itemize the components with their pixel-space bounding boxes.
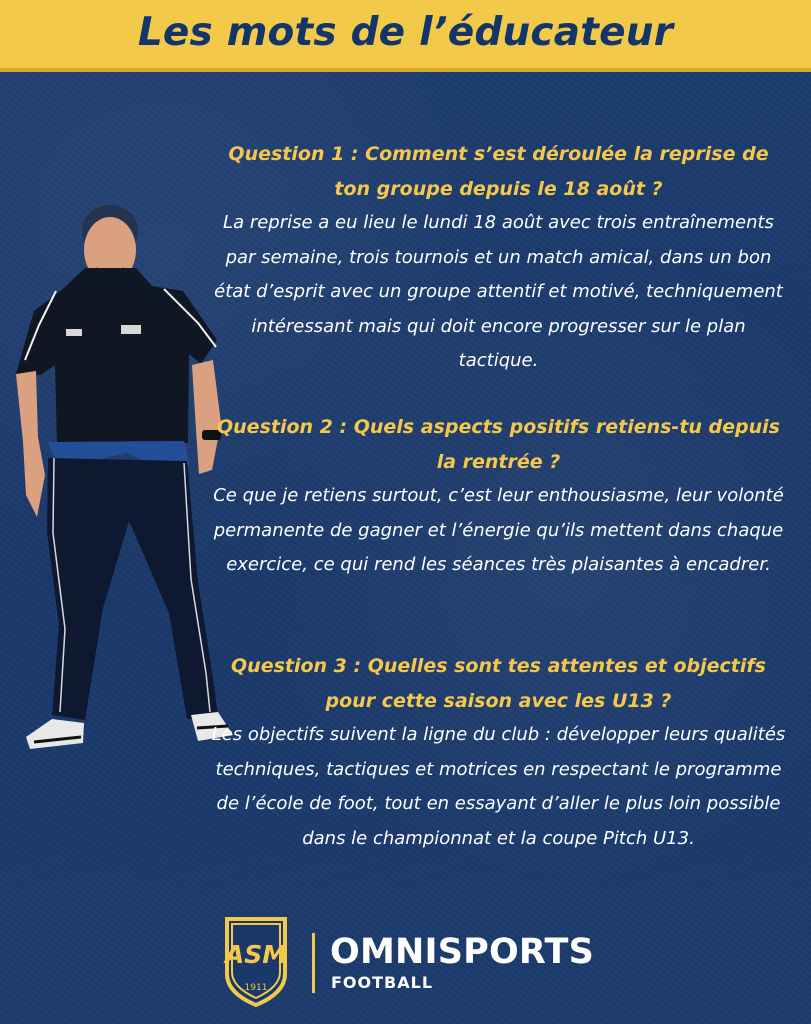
club-branding: [0, 913, 811, 1013]
logo-monogram: ASM: [224, 940, 288, 969]
answer-2: Ce que je retiens surtout, c’est leur enthousiasme, leur volonté permanente de gagner et l’énergie qu’ils mettent dans chaque exercice, ce qui rend les séances très plaisantes à encadrer.: [213, 485, 784, 575]
logo-year: 1911: [244, 983, 268, 993]
qa-block-2: [211, 410, 786, 583]
answer-3: Les objectifs suivent la ligne du club : développer leurs qualités techniques, tactiques et motrices en respectant le programme de l’école de foot, tout en essayant d’aller le plus loin possible dans le championnat et la coupe Pitch U13.: [211, 724, 786, 849]
header-banner: [0, 0, 811, 72]
answer-1: La reprise a eu lieu le lundi 18 août avec trois entraînements par semaine, trois tournois et un match amical, dans un bon état d’esprit avec un groupe attentif et motivé, techniquement intéressant mais qui doit encore progresser sur le plan tactique.: [214, 212, 783, 371]
qa-block-1: [211, 137, 786, 379]
brand-subtitle: FOOTBALL: [331, 973, 434, 992]
club-logo: [219, 913, 293, 1009]
coach-photo: [8, 203, 233, 753]
brand-title: OMNISPORTS: [330, 932, 594, 972]
question-2: Question 2 : Quels aspects positifs retiens-tu depuis la rentrée ?: [217, 416, 780, 473]
branding-divider: [312, 933, 315, 993]
page-title: Les mots de l’éducateur: [137, 10, 674, 55]
qa-block-3: [211, 649, 786, 856]
question-3: Question 3 : Quelles sont tes attentes et objectifs pour cette saison avec les U13 ?: [231, 655, 766, 712]
question-1: Question 1 : Comment s’est déroulée la reprise de ton groupe depuis le 18 août ?: [228, 143, 769, 200]
